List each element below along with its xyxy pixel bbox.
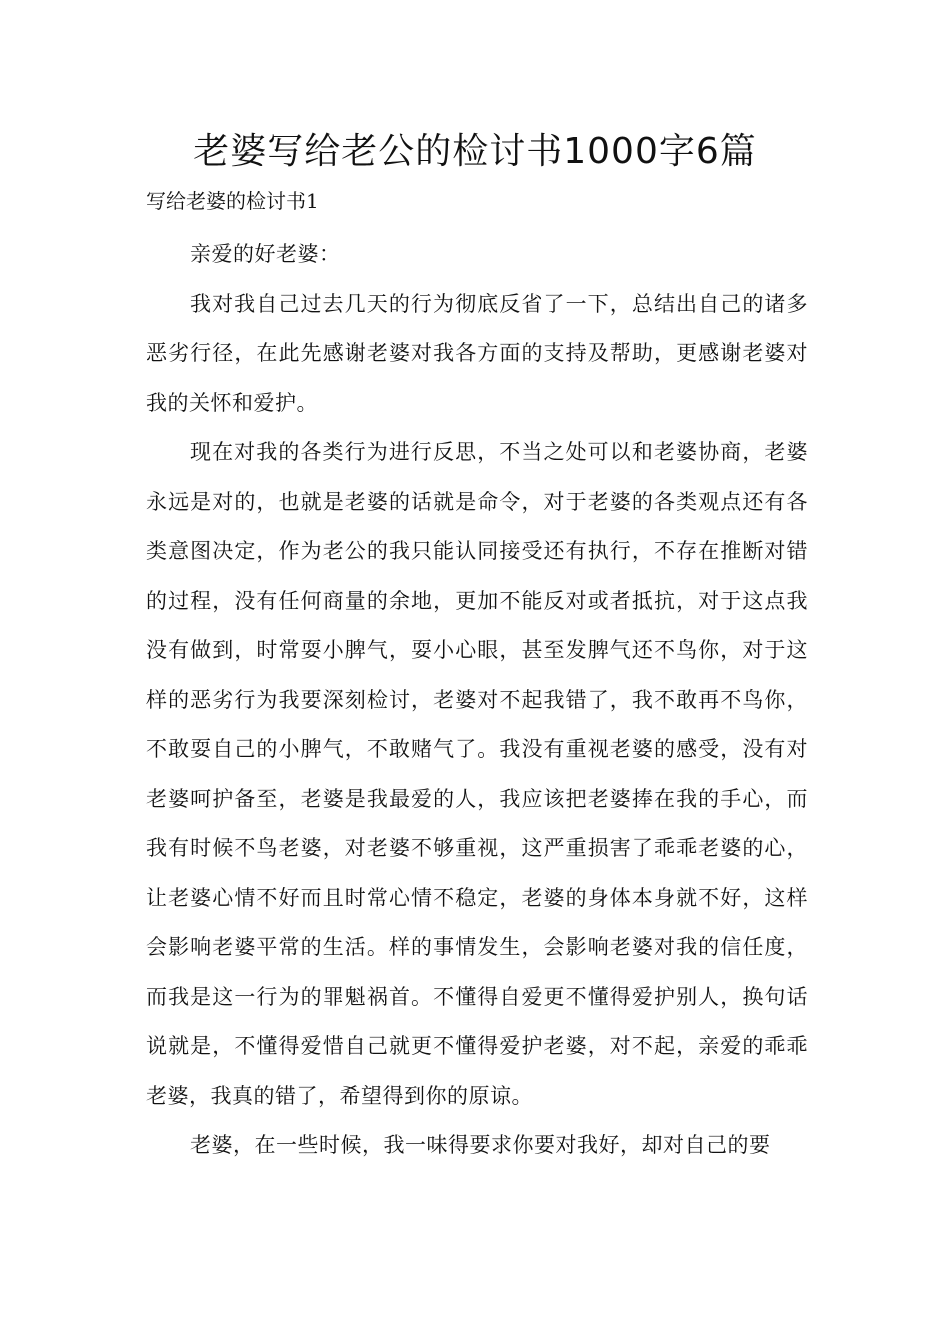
section-title: 写给老婆的检讨书1 [146,189,319,213]
document-title: 老婆写给老公的检讨书1000字6篇 [193,131,757,172]
paragraph: 现在对我的各类行为进行反思，不当之处可以和老婆协商，老婆永远是对的，也就是老婆的话就是命令，对于老婆的各类观点还有各类意图决定，作为老公的我只能认同接受还有执行，不存在推断对错的过程，没有任何商量的余地，更加不能反对或者抵抗，对于这点我没有做到，时常耍小脾气，耍小心眼，甚至发脾气还不鸟你，对于这样的恶劣行为我要深刻检讨，老婆对不起我错了，我不敢再不鸟你，不敢耍自己的小脾气，不敢赌气了。我没有重视老婆的感受，没有对老婆呵护备至，老婆是我最爱的人，我应该把老婆捧在我的手心，而我有时候不鸟老婆，对老婆不够重视，这严重损害了乖乖老婆的心，让老婆心情不好而且时常心情不稳定，老婆的身体本身就不好，这样会影响老婆平常的生活。样的事情发生，会影响老婆对我的信任度，而我是这一行为的罪魁祸首。不懂得自爱更不懂得爱护别人，换句话说就是，不懂得爱惜自己就更不懂得爱护老婆，对不起，亲爱的乖乖老婆，我真的错了，希望得到你的原谅。 [146,440,808,1108]
document-body [146,230,808,1171]
paragraph: 老婆，在一些时候，我一味得要求你要对我好，却对自己的要 [190,1133,771,1157]
salutation: 亲爱的好老婆： [190,242,341,266]
paragraph: 我对我自己过去几天的行为彻底反省了一下，总结出自己的诸多恶劣行径，在此先感谢老婆对我各方面的支持及帮助，更感谢老婆对我的关怀和爱护。 [146,291,808,415]
